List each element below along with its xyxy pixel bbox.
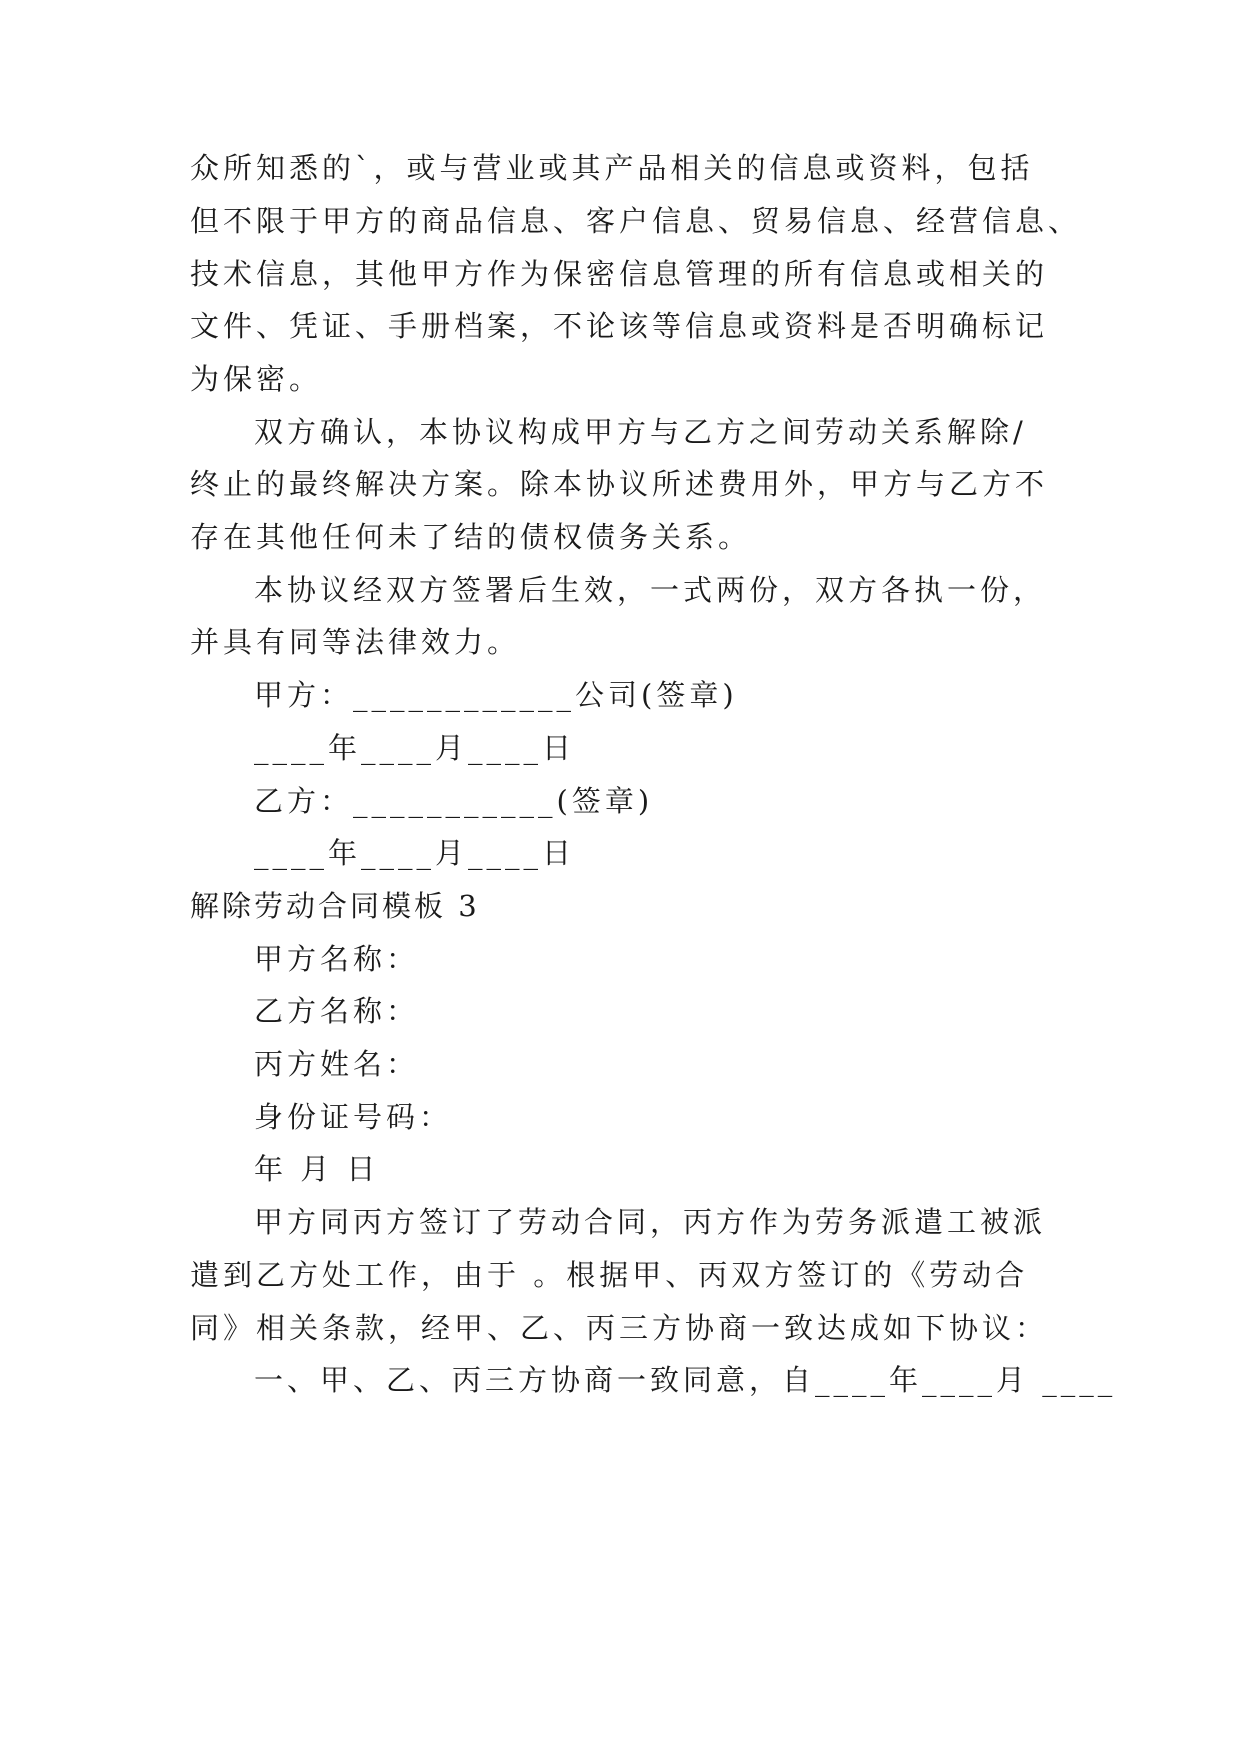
id-number-field: 身份证号码： xyxy=(254,1100,453,1134)
party-c-name-field: 丙方姓名： xyxy=(254,1047,420,1081)
date-line: ____年____月____日 xyxy=(254,731,576,765)
paragraph-line: 技术信息，其他甲方作为保密信息管理的所有信息或相关的 xyxy=(190,257,1049,291)
party-b-name-field: 乙方名称： xyxy=(254,994,420,1028)
date-line: ____年____月____日 xyxy=(254,836,576,870)
paragraph-line: 本协议经双方签署后生效，一式两份，双方各执一份， xyxy=(254,573,1047,607)
paragraph-line: 文件、凭证、手册档案，不论该等信息或资料是否明确标记 xyxy=(190,309,1049,343)
paragraph-line: 同》相关条款，经甲、乙、丙三方协商一致达成如下协议： xyxy=(190,1311,1049,1345)
paragraph-line: 双方确认，本协议构成甲方与乙方之间劳动关系解除/ xyxy=(254,415,1027,449)
paragraph-line: 众所知悉的`，或与营业或其产品相关的信息或资料，包括 xyxy=(190,151,1034,185)
paragraph-line: 为保密。 xyxy=(190,362,323,396)
paragraph-line: 终止的最终解决方案。除本协议所述费用外，甲方与乙方不 xyxy=(190,467,1049,501)
party-a-name-field: 甲方名称： xyxy=(254,942,420,976)
paragraph-line: 遣到乙方处工作，由于 。根据甲、丙双方签订的《劳动合 xyxy=(190,1258,1029,1292)
paragraph-line: 但不限于甲方的商品信息、客户信息、贸易信息、经营信息、 xyxy=(190,204,1082,238)
section-heading: 解除劳动合同模板 3 xyxy=(190,889,480,923)
party-a-signature-line: 甲方：____________公司(签章) xyxy=(254,678,738,712)
party-b-signature-line: 乙方：___________(签章) xyxy=(254,784,654,818)
clause-line: 一、甲、乙、丙三方协商一致同意，自____年____月 ____ xyxy=(254,1363,1117,1397)
date-field: 年 月 日 xyxy=(254,1152,380,1186)
paragraph-line: 甲方同丙方签订了劳动合同，丙方作为劳务派遣工被派 xyxy=(254,1205,1047,1239)
paragraph-line: 存在其他任何未了结的债权债务关系。 xyxy=(190,520,752,554)
paragraph-line: 并具有同等法律效力。 xyxy=(190,625,521,659)
